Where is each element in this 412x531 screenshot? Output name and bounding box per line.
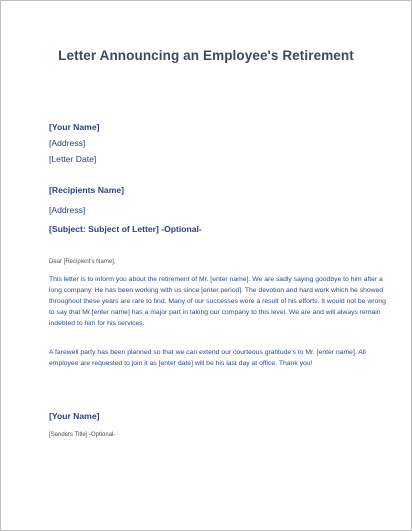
sender-address: [Address]	[49, 138, 86, 148]
salutation: Dear [Recipient's Name],	[49, 259, 116, 265]
closing-name: [Your Name]	[49, 411, 100, 421]
letter-date: [Letter Date]	[49, 154, 97, 164]
sender-name: [Your Name]	[49, 122, 100, 132]
letter-title: Letter Announcing an Employee's Retirement	[58, 48, 354, 63]
body-paragraph-2: A farewell party has been planned so that we can extend our courteous gratitude's to Mr. [enter name]. All employee are requested to join it as [enter date] will be his last day at office. Thank you!	[49, 349, 366, 367]
recipient-address: [Address]	[49, 205, 86, 215]
subject-line: [Subject: Subject of Letter] -Optional-	[49, 224, 202, 234]
sender-title: [Senders Title] -Optional-	[49, 432, 116, 438]
body-paragraph-1: This letter is to inform you about the retirement of Mr. [enter name]. We are sadly saying goodbye to him after a long company. He has been working with us since [enter period]. The devotion and hard work which he showed throughout these years are rare to find. Many of our successes were a result of his efforts. It would not be wrong to say that Mr.[enter name] has a major part in taking our company to this level. We are and will always remain indebted to him for his services.	[49, 276, 386, 327]
recipient-name: [Recipients Name]	[49, 185, 124, 195]
